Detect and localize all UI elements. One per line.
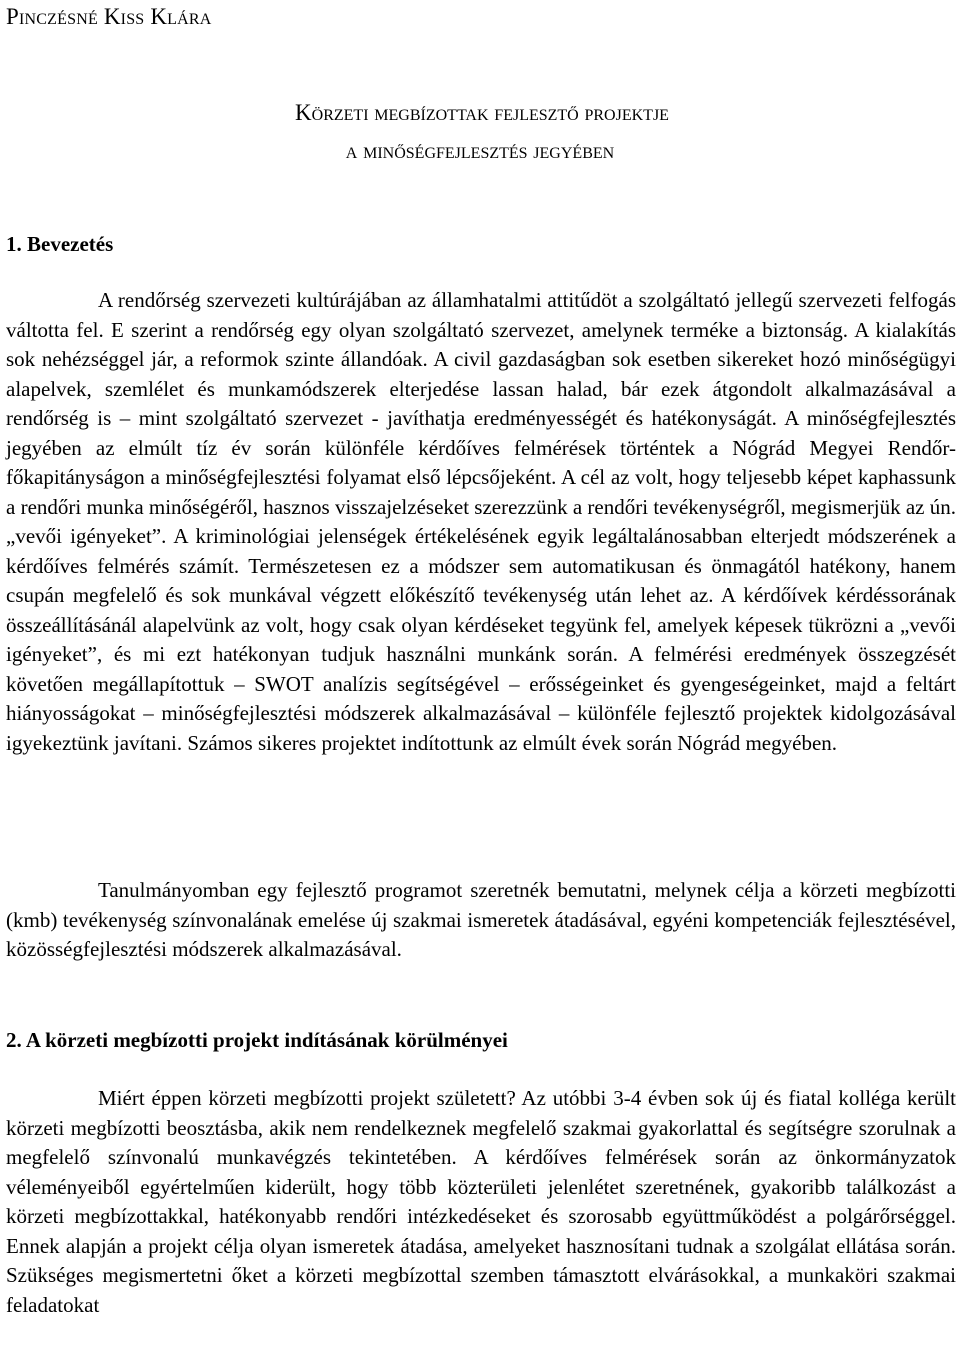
document-title-line-2: a minőségfejlesztés jegyében <box>345 138 615 163</box>
section-1-paragraph-2: Tanulmányomban egy fejlesztő programot szeretnék bemutatni, melynek célja a körzeti megbízotti (kmb) tevékenység színvonalának emelése új szakmai ismeretek átadásával, egyéni kompetenciák fejlesztésével, közösségfejlesztési módszerek alkalmazásával. <box>6 878 956 961</box>
document-title-line-1: Körzeti megbízottak fejlesztő projektje <box>295 100 669 125</box>
section-2-paragraph-1: Miért éppen körzeti megbízotti projekt született? Az utóbbi 3-4 évben sok új és fiatal kolléga került körzeti megbízotti beosztásba, akik nem rendelkeznek megfelelő szakmai gyakorlattal és segítségre szorulnak a megfelelő színvonalú munkavégzés tekintetében. A kérdőíves felmérések során az önkormányzatok véleményeiből egyértelműen kiderült, hogy több közterületi jelenlétet szeretnének, gyakoribb találkozást a körzeti megbízottakkal, hatékonyabb rendőri intézkedéseket és szorosabb együttműködést a polgárőrséggel. Ennek alapján a projekt célja olyan ismeretek átadása, amelyeket hasznosítani tudnak a szolgálat ellátása során. Szükséges megismertetni őket a körzeti megbízottal szemben támasztott elvárásokkal, a munkaköri szakmai feladatokat <box>6 1086 956 1317</box>
section-1-paragraph-1: A rendőrség szervezeti kultúrájában az államhatalmi attitűdöt a szolgáltató jellegű szervezeti felfogás váltotta fel. E szerint a rendőrség egy olyan szolgáltató szervezet, amelynek terméke a biztonság. A kialakítás sok nehézséggel jár, a reformok szinte állandóak. A civil gazdaságban sok esetben sikereket hozó minőségügyi alapelvek, szemlélet és munkamódszerek elterjedése lassan halad, bár ezek átgondolt alkalmazásával a rendőrség is – mint szolgáltató szervezet - javíthatja eredményességét és hatékonyságát. A minőségfejlesztés jegyében az elmúlt tíz év során különféle kérdőíves felmérések történtek a Nógrád Megyei Rendőr-főkapitányságon a minőségfejlesztési folyamat első lépcsőjeként. A cél az volt, hogy teljesebb képet kaphassunk a rendőri munka minőségéről, hasznos visszajelzéseket szerezzünk a rendőri tevékenységről, megismerjük az ún. „vevői igényeket”. A kriminológiai jelenségek értékelésének egyik legáltalánosabban elterjedt módszerének a kérdőíves felmérés számít. Természetesen ez a módszer sem automatikusan és önmagától hatékony, hanem csupán megfelelő és sok munkával végzett előkészítő tevékenység után lehet az. A kérdőívek kérdéssorának összeállításánál alapelvünk az volt, hogy csak olyan kérdéseket tegyünk fel, amelyek képesek tükrözni a „vevői igényeket”, és mi ezt hatékonyan tudjuk használni munkánk során. A felmérési eredmények összegzését követően megállapítottuk – SWOT analízis segítségével – erősségeinket és gyengeségeinket, majd a feltárt hiányosságokat – minőségfejlesztési módszerek alkalmazásával – különféle fejlesztő projektek kidolgozásával igyekeztünk javítani. Számos sikeres projektet indítottunk az elmúlt évek során Nógrád megyében. <box>6 288 956 755</box>
author-name: Pinczésné Kiss Klára <box>6 4 212 29</box>
section-2-heading: 2. A körzeti megbízotti projekt indításának körülményei <box>6 1028 508 1052</box>
section-1-heading: 1. Bevezetés <box>6 232 114 256</box>
